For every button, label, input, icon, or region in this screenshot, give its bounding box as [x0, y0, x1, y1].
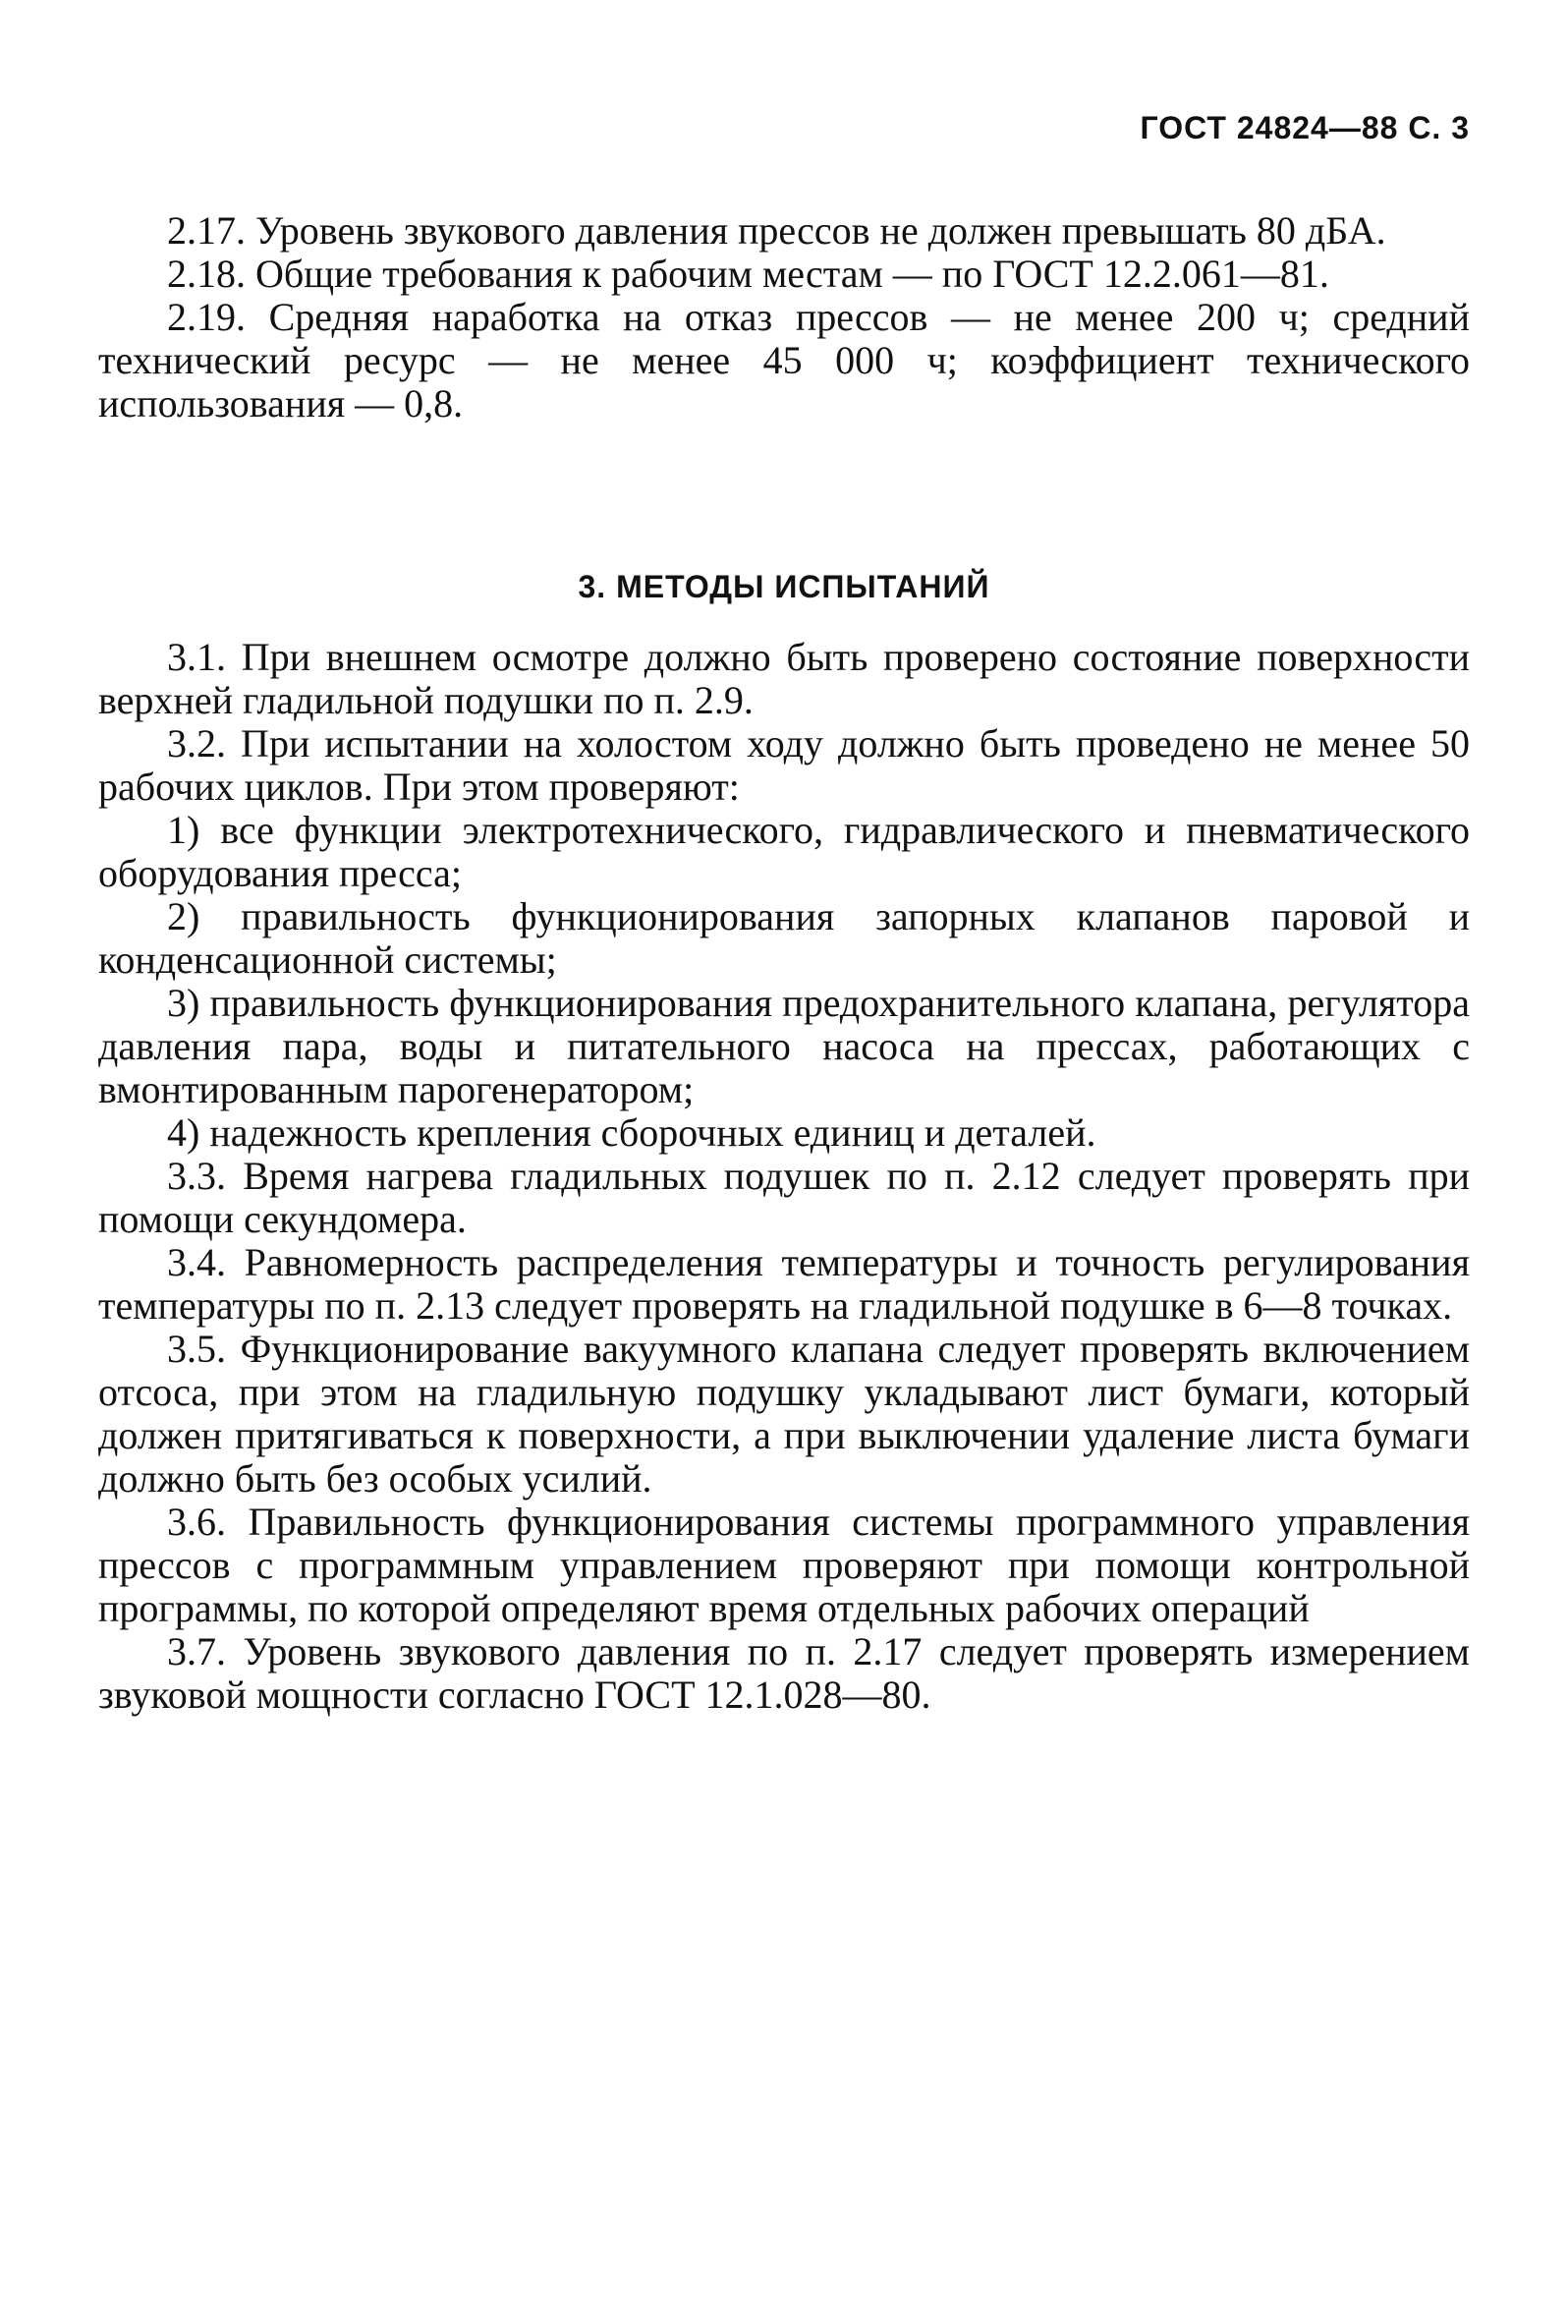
clause-3-1: 3.1. При внешнем осмотре должно быть проверено состояние поверхности верхней гладильной подушки по п. 2.9. — [98, 635, 1470, 722]
clause-2-17: 2.17. Уровень звукового давления прессов не должен превышать 80 дБА. — [167, 208, 1386, 253]
clause-3-2-item-1: 1) все функции электротехнического, гидравлического и пневматического оборудования пресса; — [98, 808, 1470, 895]
clause-3-2-item-3: 3) правильность функционирования предохранительного клапана, регулятора давления пара, воды и питательного насоса на прессах, работающих с вмонтированным парогенератором; — [98, 981, 1470, 1111]
clause-2-18: 2.18. Общие требования к рабочим местам — по ГОСТ 12.2.061—81. — [167, 252, 1329, 296]
clause-3-2: 3.2. При испытании на холостом ходу должно быть проведено не менее 50 рабочих циклов. При этом проверяют: — [98, 721, 1470, 809]
clause-3-2-item-2: 2) правильность функционирования запорных клапанов паровой и конденсационной системы; — [98, 894, 1470, 982]
section-2-continuation — [98, 209, 1470, 425]
clause-3-7: 3.7. Уровень звукового давления по п. 2.17 следует проверять измерением звуковой мощности согласно ГОСТ 12.1.028—80. — [98, 1629, 1470, 1717]
clause-3-5: 3.5. Функционирование вакуумного клапана следует проверять включением отсоса, при этом на гладильную подушку укладывают лист бумаги, который должен притягиваться к поверхности, а при выключении удаление листа бумаги должно быть без особых усилий. — [98, 1327, 1470, 1501]
clause-3-4: 3.4. Равномерность распределения температуры и точность регулирования температуры по п. 2.13 следует проверять на гладильной подушке в 6—8 точках. — [98, 1240, 1470, 1328]
running-header: ГОСТ 24824—88 С. 3 — [1140, 110, 1470, 145]
section-3-title: 3. МЕТОДЫ ИСПЫТАНИЙ — [578, 569, 990, 604]
clause-3-6: 3.6. Правильность функционирования системы программного управления прессов с программным управлением проверяют при помощи контрольной программы, по которой определяют время отдельных рабочих операций — [98, 1500, 1470, 1630]
clause-3-3: 3.3. Время нагрева гладильных подушек по п. 2.12 следует проверять при помощи секундомера. — [98, 1154, 1470, 1241]
clause-3-2-item-4: 4) надежность крепления сборочных единиц и деталей. — [167, 1110, 1096, 1155]
clause-2-19: 2.19. Средняя наработка на отказ прессов — не менее 200 ч; средний технический ресурс — не менее 45 000 ч; коэффициент технического использования — 0,8. — [98, 295, 1470, 425]
section-3-body — [98, 636, 1470, 1717]
